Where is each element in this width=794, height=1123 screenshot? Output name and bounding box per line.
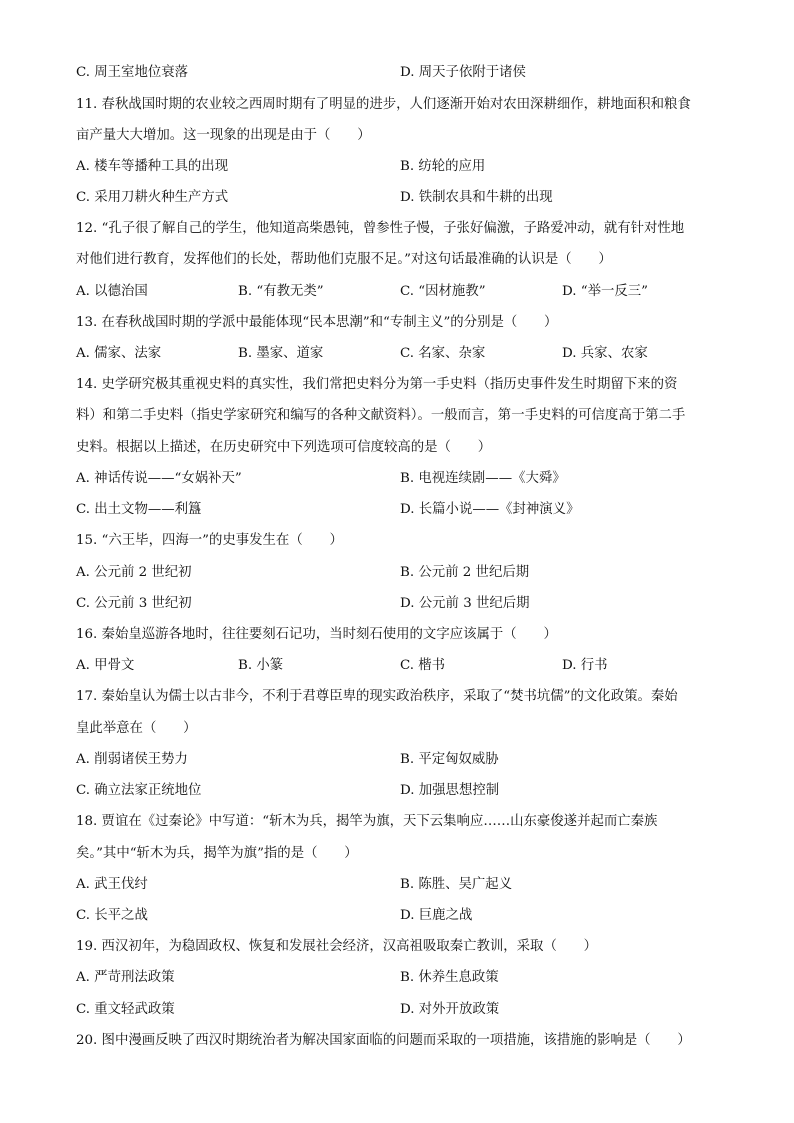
question-15-option-d: D. 公元前 3 世纪后期 [400, 596, 530, 611]
question-11-option-a: A. 楼车等播种工具的出现 [76, 159, 229, 174]
question-16-option-c: C. 楷书 [400, 658, 446, 673]
question-15-option-a: A. 公元前 2 世纪初 [76, 565, 192, 580]
question-17-option-a: A. 削弱诸侯王势力 [76, 752, 188, 767]
question-20-stem: 20. 图中漫画反映了西汉时期统治者为解决国家面临的问题而采取的一项措施，该措施的影响是（ ） [76, 1033, 691, 1048]
question-17-option-b: B. 平定匈奴威胁 [400, 752, 499, 767]
question-18-option-a: A. 武王伐纣 [76, 877, 148, 892]
question-18-stem-line1: 18. 贾谊在《过秦论》中写道：“斩木为兵，揭竿为旗，天下云集响应……山东豪俊遂并起而亡秦族 [76, 814, 658, 829]
question-12-option-a: A. 以德治国 [76, 284, 148, 299]
question-11-option-b: B. 纺轮的应用 [400, 159, 486, 174]
question-16-option-d: D. 行书 [562, 658, 608, 673]
question-15-stem: 15. “六王毕，四海一”的史事发生在（ ） [76, 533, 343, 548]
question-11-stem-line1: 11. 春秋战国时期的农业较之西周时期有了明显的进步，人们逐渐开始对农田深耕细作，耕地面积和粮食 [76, 97, 691, 112]
question-18-option-d: D. 巨鹿之战 [400, 908, 473, 923]
question-11-option-c: C. 采用刀耕火种生产方式 [76, 190, 229, 205]
option-d: D. 周天子依附于诸侯 [400, 65, 526, 80]
question-13-stem: 13. 在春秋战国时期的学派中最能体现“民本思潮”和“专制主义”的分别是（ ） [76, 315, 558, 330]
option-c: C. 周王室地位衰落 [76, 65, 189, 80]
question-14-stem-line3: 史料。根据以上描述，在历史研究中下列选项可信度较高的是（ ） [76, 440, 492, 455]
question-17-stem-line1: 17. 秦始皇认为儒士以古非今，不利于君尊臣卑的现实政治秩序，采取了“焚书坑儒”的文化政策。秦始 [76, 689, 678, 704]
question-18-option-b: B. 陈胜、吴广起义 [400, 877, 513, 892]
question-16-option-a: A. 甲骨文 [76, 658, 135, 673]
question-11-stem-line2: 亩产量大大增加。这一现象的出现是由于（ ） [76, 128, 371, 143]
question-14-option-a: A. 神话传说——“女娲补天” [76, 471, 242, 486]
question-19-option-b: B. 休养生息政策 [400, 970, 499, 985]
question-17-option-d: D. 加强思想控制 [400, 783, 500, 798]
question-13-option-d: D. 兵家、农家 [562, 346, 648, 361]
question-14-stem-line2: 料）和第二手史料（指史学家研究和编写的各种文献资料）。一般而言，第一手史料的可信度高于第二手 [76, 408, 686, 423]
question-14-option-c: C. 出土文物——利簋 [76, 502, 202, 517]
question-14-stem-line1: 14. 史学研究极其重视史料的真实性，我们常把史料分为第一手史料（指历史事件发生时期留下来的资 [76, 377, 678, 392]
question-13-option-a: A. 儒家、法家 [76, 346, 162, 361]
question-12-option-d: D. “举一反三” [562, 284, 649, 299]
question-12-stem-line2: 对他们进行教育，发挥他们的长处，帮助他们克服不足。”对这句话最准确的认识是（ ） [76, 252, 612, 267]
question-19-option-a: A. 严苛刑法政策 [76, 970, 175, 985]
question-14-option-b: B. 电视连续剧——《大舜》 [400, 471, 566, 486]
question-18-option-c: C. 长平之战 [76, 908, 148, 923]
question-12-stem-line1: 12. “孔子很了解自己的学生，他知道高柴愚钝，曾参性子慢，子张好偏激，子路爱冲动，就有针对性地 [76, 221, 685, 236]
question-16-option-b: B. 小篆 [238, 658, 284, 673]
question-15-option-b: B. 公元前 2 世纪后期 [400, 565, 530, 580]
question-17-option-c: C. 确立法家正统地位 [76, 783, 202, 798]
question-12-option-b: B. “有教无类” [238, 284, 324, 299]
question-19-option-d: D. 对外开放政策 [400, 1002, 500, 1017]
question-18-stem-line2: 矣。”其中“斩木为兵，揭竿为旗”指的是（ ） [76, 846, 358, 861]
question-11-option-d: D. 铁制农具和牛耕的出现 [400, 190, 553, 205]
question-13-option-c: C. 名家、杂家 [400, 346, 486, 361]
question-19-option-c: C. 重文轻武政策 [76, 1002, 175, 1017]
question-19-stem: 19. 西汉初年，为稳固政权、恢复和发展社会经济，汉高祖吸取秦亡教训，采取（ ） [76, 939, 598, 954]
question-12-option-c: C. “因材施教” [400, 284, 486, 299]
question-17-stem-line2: 皇此举意在（ ） [76, 721, 197, 736]
question-13-option-b: B. 墨家、道家 [238, 346, 324, 361]
question-14-option-d: D. 长篇小说——《封神演义》 [400, 502, 580, 517]
question-16-stem: 16. 秦始皇巡游各地时，往往要刻石记功，当时刻石使用的文字应该属于（ ） [76, 627, 557, 642]
question-15-option-c: C. 公元前 3 世纪初 [76, 596, 192, 611]
